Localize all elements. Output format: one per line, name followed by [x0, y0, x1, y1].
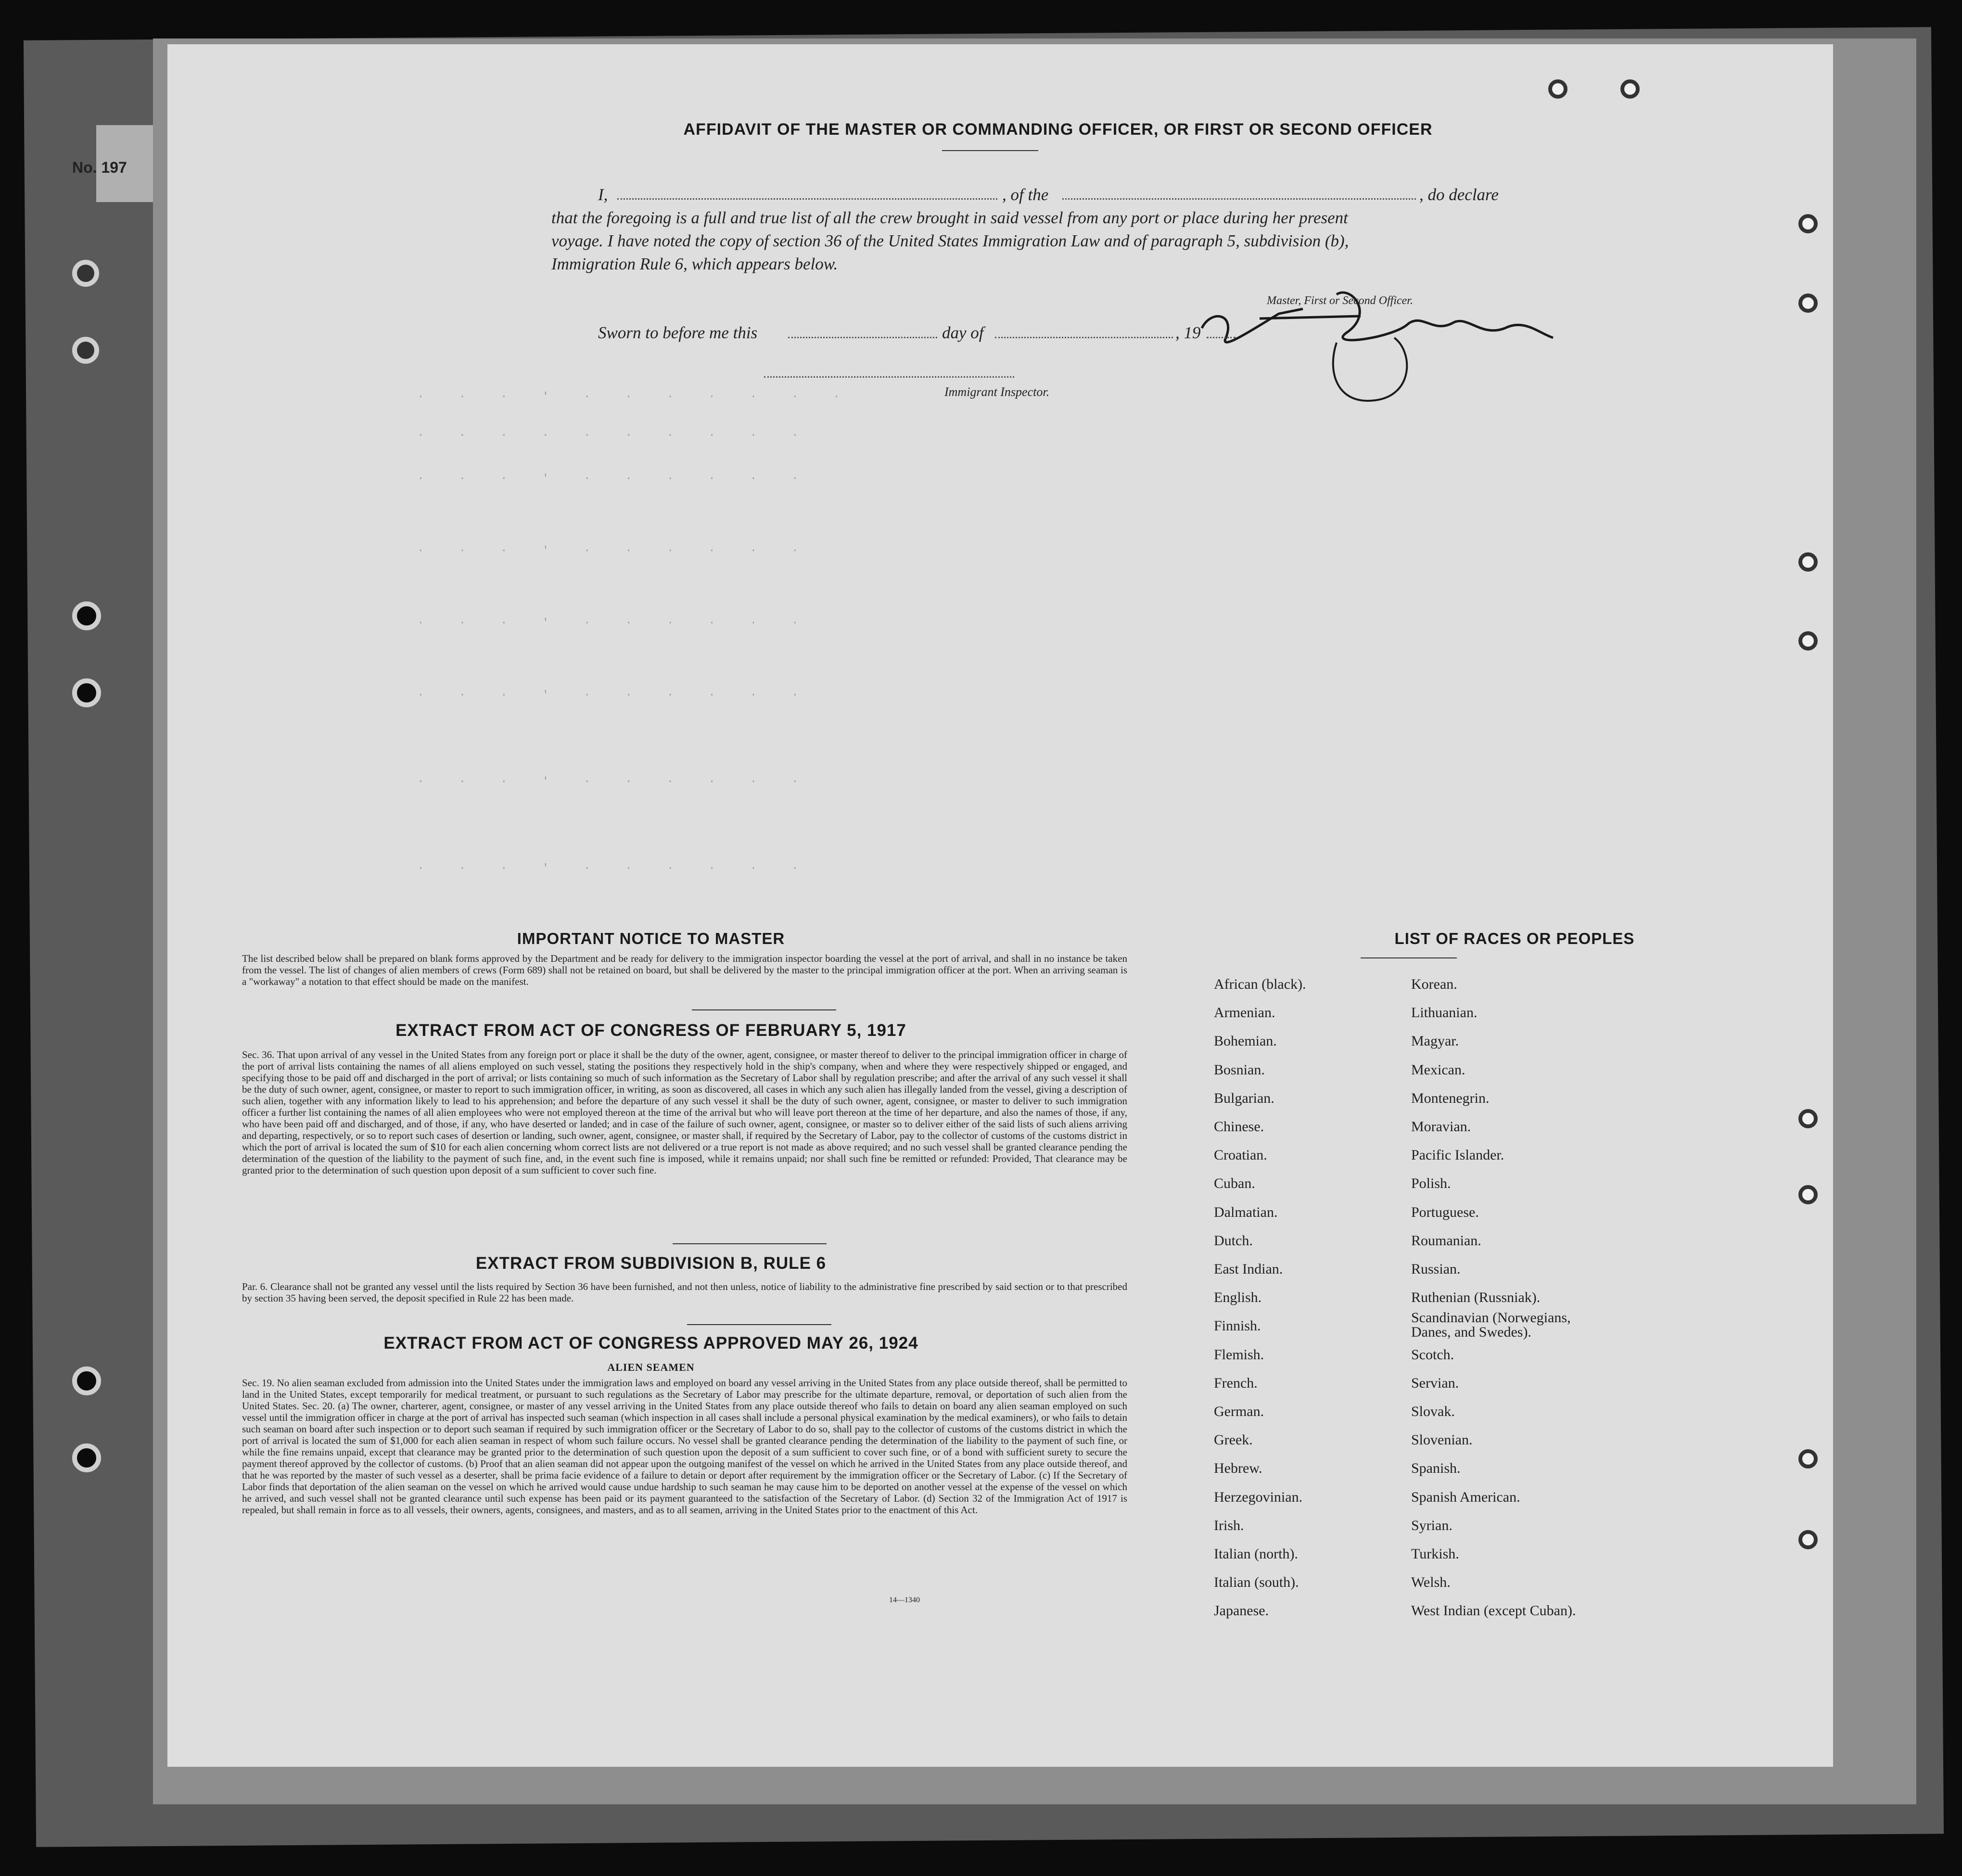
punch-hole-icon	[1798, 552, 1818, 572]
race-entry: Scotch.	[1411, 1346, 1454, 1363]
affidavit-of-the-label: , of the	[1002, 185, 1049, 204]
punch-hole-icon	[72, 678, 101, 707]
race-entry: Ruthenian (Russniak).	[1411, 1289, 1541, 1306]
extract-1924-title: EXTRACT FROM ACT OF CONGRESS APPROVED MAY 26, 1924	[383, 1334, 918, 1353]
extract-1924-text: Sec. 19. No alien seaman excluded from admission into the United States under the immigration laws and employed on board any vessel arriving in the United States from any place outside thereof, shall be permitted to land in the United States, except temporarily for medical treatment, or pursuant to such regulations as the Secretary of Labor may prescribe for the ultimate departure, removal, or deportation of such alien from the United States. Sec. 20. (a) The owner, charterer, agent, consignee, or master of any vessel arriving in the United States from any place outside thereof who fails to detain on board any alien seaman employed on such vessel until the immigration officer in charge at the port of arrival has inspected such seaman (which inspection in all cases shall include a personal physical examination by the medical examiners), or who fails to detain such seaman on board after such inspection or to deport such seaman if required by such immigration officer or the Secretary of Labor to do so, shall pay to the collector of customs of the customs district in which the port of arrival is located the sum of $1,000 for each alien seaman in respect of whom such failure occurs. No vessel shall be granted clearance pending the determination of the liability to the payment of such fine, or while the fine remains unpaid, except that clearance may be granted prior to the determination of such question upon the deposit of a sum sufficient to cover such fine, or of a bond with sufficient surety to secure the payment thereof approved by the collector of customs. (b) Proof that an alien seaman did not appear upon the outgoing manifest of the vessel on which he arrived in the United States from any place outside thereof, and that he was reported by the master of such vessel as a deserter, shall be prima facie evidence of a failure to detain or deport after requirement by the immigration officer or the Secretary of Labor. (c) If the Secretary of Labor finds that deportation of the alien seaman on the vessel on which he arrived would cause undue hardship to such seaman he may cause him to be deported on another vessel at the expense of the vessel on which he arrived, and such vessel shall not be granted clearance until such expense has been paid or its payment guaranteed to the satisfaction of the Secretary of Labor. (d) Section 32 of the Immigration Act of 1917 is repealed, but shall remain in force as to all vessels, their owners, agents, consignees, and masters, and as to all seamen, arriving in the United States prior to the enactment of this Act.	[242, 1377, 1127, 1516]
punch-hole-icon	[1798, 1449, 1818, 1468]
race-entry: Lithuanian.	[1411, 1005, 1478, 1021]
master-signature-icon	[1192, 256, 1558, 415]
punch-hole-icon	[1798, 1530, 1818, 1549]
race-entry: Italian (south).	[1214, 1574, 1299, 1591]
punch-hole-icon	[72, 601, 101, 630]
inspector-label: Immigrant Inspector.	[944, 385, 1050, 399]
bleed-through-row: · · · ' · · · · · · ·	[418, 391, 854, 403]
manifest-page	[167, 44, 1833, 1767]
race-entry: Slovak.	[1411, 1404, 1455, 1419]
year-label: , 19	[1175, 323, 1201, 342]
race-entry: Spanish American.	[1411, 1489, 1520, 1505]
sworn-year-field[interactable]	[1207, 337, 1236, 338]
race-entry: Slovenian.	[1411, 1432, 1473, 1448]
punch-hole-icon	[1798, 1185, 1818, 1204]
punch-hole-icon	[1798, 631, 1818, 651]
race-entry: Korean.	[1411, 976, 1457, 992]
bleed-through-row: · · · ' · · · · · ·	[418, 689, 813, 701]
notice-title: IMPORTANT NOTICE TO MASTER	[517, 930, 785, 947]
punch-hole-icon	[1548, 79, 1567, 99]
sworn-label: Sworn to before me this	[598, 323, 758, 342]
races-title-underline	[1361, 957, 1457, 958]
race-entry: Herzegovinian.	[1214, 1489, 1303, 1505]
extract-rule6-title: EXTRACT FROM SUBDIVISION B, RULE 6	[475, 1254, 827, 1273]
punch-hole-icon	[72, 337, 99, 364]
extract-1917-text: Sec. 36. That upon arrival of any vessel in the United States from any foreign port or place it shall be the duty of the owner, agent, consignee, or master thereof to deliver to the principal immigration officer in charge of the port of arrival lists containing the names of all aliens employed on such vessel, stating the positions they respectively hold in the ship's company, when and where they were respectively shipped or engaged, and specifying those to be paid off and discharged in the port of arrival; or lists containing so much of such information as the Secretary of Labor shall by regulation prescribe; and after the arrival of any such vessel it shall be the duty of such owner, agent, consignee, or master to report to such immigration officer, in writing, as soon as discovered, all cases in which any such alien has illegally landed from the vessel, giving a description of such alien, together with any information likely to lead to his apprehension; and before the departure of any such vessel it shall be the duty of such owner, agent, consignee, or master to deliver to such immigration officer a further list containing the names of all alien employees who were not employed thereon at the time of the arrival but who will leave port thereon at the time of her departure, and also the names of those, if any, who have been paid off and discharged, and of those, if any, who have deserted or landed; and in case of the failure of such owner, agent, consignee, or master so to deliver either of the said lists of such aliens arriving and departing, respectively, or so to report such cases of desertion or landing, such owner, agent, consignee, or master shall, if required by the Secretary of Labor, pay to the collector of customs of the customs district in which the port of arrival is located the sum of $10 for each alien concerning whom correct lists are not delivered or a true report is not made as above required; and no such vessel shall be granted clearance pending the determination of the question of the liability to the payment of such fine, and, in the event such fine is imposed, while it remains unpaid; nor shall such fine be remitted or refunded: Provided, That clearance may be granted prior to the determination of such question upon deposit of a sum sufficient to cover such fine.	[242, 1049, 1127, 1176]
section-divider	[673, 1243, 827, 1244]
race-entry: Hebrew.	[1214, 1460, 1262, 1477]
race-entry: Cuban.	[1214, 1175, 1255, 1192]
officer-name-field[interactable]	[617, 198, 997, 200]
signature-caption: Master, First or Second Officer.	[1267, 294, 1413, 307]
race-entry: Flemish.	[1214, 1346, 1264, 1363]
race-entry: Finnish.	[1214, 1318, 1261, 1334]
bleed-through-row: · · · ' · · · · · ·	[418, 545, 813, 557]
bleed-through-row: · · · ' · · · · · ·	[418, 617, 813, 629]
race-entry: East Indian.	[1214, 1261, 1283, 1277]
race-entry: Turkish.	[1411, 1546, 1459, 1562]
punch-hole-icon	[1798, 214, 1818, 233]
race-entry: Italian (north).	[1214, 1546, 1298, 1562]
race-entry: Bohemian.	[1214, 1033, 1277, 1049]
section-divider	[692, 1009, 836, 1010]
extract-1924-subtitle: ALIEN SEAMEN	[607, 1361, 695, 1373]
race-entry: Polish.	[1411, 1175, 1451, 1192]
bleed-through-row: · · · ' · · · · · ·	[418, 862, 813, 874]
race-entry: West Indian (except Cuban).	[1411, 1603, 1576, 1619]
race-entry: Dalmatian.	[1214, 1204, 1278, 1220]
race-entry: Spanish.	[1411, 1460, 1461, 1477]
race-entry: French.	[1214, 1375, 1258, 1391]
punch-hole-icon	[72, 1366, 101, 1395]
bleed-through-row: · · · ' · · · · · ·	[418, 776, 813, 788]
affidavit-line-3: voyage. I have noted the copy of section 36 of the United States Immigration Law and of paragraph 5, subdivision (b),	[551, 231, 1349, 250]
sworn-month-field[interactable]	[995, 337, 1173, 338]
bleed-through-row: · · · ' · · · · · ·	[418, 472, 813, 485]
race-entry: Montenegrin.	[1411, 1090, 1490, 1106]
affidavit-line-2: that the foregoing is a full and true list of all the crew brought in said vessel from any port or place during her present	[551, 208, 1348, 227]
punch-hole-icon	[72, 1443, 101, 1472]
race-entry: Bulgarian.	[1214, 1090, 1274, 1106]
race-entry: Mexican.	[1411, 1061, 1465, 1078]
punch-hole-icon	[72, 260, 99, 287]
race-entry: Servian.	[1411, 1375, 1459, 1391]
extract-1917-title: EXTRACT FROM ACT OF CONGRESS OF FEBRUARY 5, 1917	[395, 1021, 906, 1040]
affidavit-title: AFFIDAVIT OF THE MASTER OR COMMANDING OFFICER, OR FIRST OR SECOND OFFICER	[683, 120, 1433, 139]
punch-hole-icon	[1620, 79, 1640, 99]
race-entry: Portuguese.	[1411, 1204, 1479, 1220]
affidavit-do-declare-label: , do declare	[1419, 185, 1499, 204]
affidavit-i-label: I,	[598, 185, 608, 204]
inspector-signature-field[interactable]	[764, 376, 1014, 378]
notice-text: The list described below shall be prepared on blank forms approved by the Department and be ready for delivery to the immigration inspector boarding the vessel at the port of arrival, and shall in no instance be taken from the vessel. The list of changes of alien members of crews (Form 689) shall not be retained on board, but shall be delivered by the master to the principal immigration officer at the port. When an arriving seaman is a "workaway" a notation to that effect should be made on the manifest.	[242, 953, 1127, 987]
race-entry: Russian.	[1411, 1261, 1461, 1277]
race-entry: German.	[1214, 1404, 1264, 1419]
race-entry: Armenian.	[1214, 1005, 1275, 1021]
race-entry: Syrian.	[1411, 1517, 1452, 1533]
race-entry: Greek.	[1214, 1432, 1253, 1448]
race-entry: Magyar.	[1411, 1033, 1459, 1049]
day-of-label: day of	[942, 323, 984, 342]
race-entry: Irish.	[1214, 1517, 1244, 1533]
race-entry: Welsh.	[1411, 1574, 1451, 1591]
title-underline	[942, 150, 1038, 151]
punch-hole-icon	[1798, 1109, 1818, 1128]
race-entry: Croatian.	[1214, 1147, 1267, 1163]
races-title: LIST OF RACES OR PEOPLES	[1394, 930, 1635, 947]
race-entry: Bosnian.	[1214, 1061, 1265, 1078]
race-entry: Japanese.	[1214, 1603, 1269, 1619]
bleed-through-row: · · · · · · · · · ·	[418, 429, 813, 441]
race-entry: Moravian.	[1411, 1119, 1471, 1135]
folder-tab-number: No. 197	[72, 159, 127, 176]
punch-hole-icon	[1798, 294, 1818, 313]
race-entry: Dutch.	[1214, 1232, 1253, 1249]
race-entry: African (black).	[1214, 976, 1306, 992]
form-number: 14—1340	[889, 1596, 920, 1604]
extract-rule6-text: Par. 6. Clearance shall not be granted any vessel until the lists required by Section 36 have been furnished, and not then unless, notice of liability to the administrative fine prescribed by said section or to that prescribed by section 35 having been served, the deposit specified in Rule 22 has been made.	[242, 1281, 1127, 1304]
vessel-name-field[interactable]	[1062, 198, 1416, 200]
race-entry: Roumanian.	[1411, 1232, 1481, 1249]
section-divider	[687, 1324, 831, 1325]
sworn-day-field[interactable]	[788, 337, 937, 338]
race-entry: Scandinavian (Norwegians, Danes, and Swedes).	[1411, 1310, 1571, 1340]
race-entry: Chinese.	[1214, 1119, 1264, 1135]
race-entry: Pacific Islander.	[1411, 1147, 1504, 1163]
race-entry: English.	[1214, 1289, 1262, 1306]
affidavit-line-4: Immigration Rule 6, which appears below.	[551, 255, 838, 273]
